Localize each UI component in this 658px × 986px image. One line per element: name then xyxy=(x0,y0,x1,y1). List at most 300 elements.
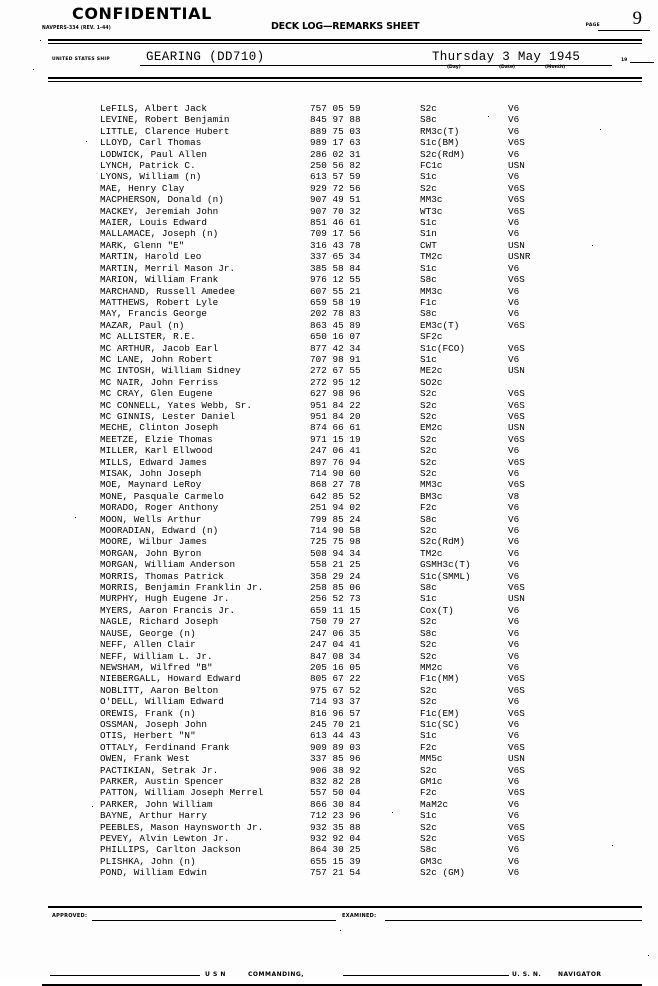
roster-classification: V6 xyxy=(508,810,520,822)
scan-speck xyxy=(92,806,93,807)
roster-service-number: 725 75 98 xyxy=(310,536,361,548)
roster-name: MC CONNELL, Yates Webb, Sr. xyxy=(100,399,252,411)
roster-name: BAYNE, Arthur Harry xyxy=(100,810,207,822)
roster-name: PEEBLES, Mason Haynsworth Jr. xyxy=(100,821,264,833)
roster-rate: FC1c xyxy=(420,160,443,172)
roster-name: NEFF, William L. Jr. xyxy=(100,650,213,662)
roster-row xyxy=(0,400,658,411)
roster-name: PATTON, William Joseph Merrel xyxy=(100,787,264,799)
roster-row xyxy=(0,593,658,604)
roster-classification: V6 xyxy=(508,867,520,879)
roster-row xyxy=(0,114,658,125)
roster-name: MORADO, Roger Anthony xyxy=(100,502,219,514)
roster-classification: V6 xyxy=(508,718,520,730)
roster-name: MONE, Pasquale Carmelo xyxy=(100,490,224,502)
roster-service-number: 613 44 43 xyxy=(310,730,361,742)
roster-service-number: 714 90 58 xyxy=(310,525,361,537)
roster-row xyxy=(0,297,658,308)
commanding-signature-line xyxy=(50,975,200,976)
roster-name: MOORE, Wilbur James xyxy=(100,536,207,548)
roster-name: NAUSE, George (n) xyxy=(100,627,196,639)
roster-row xyxy=(0,833,658,844)
roster-service-number: 989 17 63 xyxy=(310,137,361,149)
roster-name: MORGAN, William Anderson xyxy=(100,559,236,571)
roster-rate: S2c xyxy=(420,468,437,479)
roster-rate: MM2c xyxy=(420,661,443,673)
date-caption-day: (Day) xyxy=(447,65,461,70)
roster-rate: ME2c xyxy=(420,365,443,377)
page-number-rule xyxy=(598,30,650,31)
roster-row xyxy=(0,525,658,536)
roster-rate: CWT xyxy=(420,239,437,251)
header-rule-upper-hairline xyxy=(48,43,642,44)
roster-row xyxy=(0,377,658,388)
roster-classification: V6S xyxy=(508,787,525,799)
roster-rate: GM1c xyxy=(420,775,443,787)
roster-rate: S2c(RdM) xyxy=(420,148,466,160)
roster-row xyxy=(0,411,658,422)
roster-service-number: 247 04 41 xyxy=(310,639,361,651)
roster-service-number: 250 56 82 xyxy=(310,160,361,172)
roster-classification: V6S xyxy=(508,137,525,149)
roster-classification: V6 xyxy=(508,502,520,514)
scan-speck xyxy=(33,69,34,70)
roster-row xyxy=(0,628,658,639)
roster-service-number: 627 98 96 xyxy=(310,388,361,400)
roster-rate: S2c xyxy=(420,103,437,114)
roster-list xyxy=(0,103,658,879)
roster-rate: S8c xyxy=(420,114,437,126)
roster-row xyxy=(0,240,658,251)
roster-name: MOON, Wells Arthur xyxy=(100,513,202,525)
ship-name-rule xyxy=(140,65,432,66)
roster-row xyxy=(0,776,658,787)
roster-row xyxy=(0,685,658,696)
roster-name: MC GINNIS, Lester Daniel xyxy=(100,410,236,422)
roster-name: PLISHKA, John (n) xyxy=(100,855,196,867)
roster-rate: S2c xyxy=(420,833,437,844)
roster-row xyxy=(0,708,658,719)
roster-name: MARTIN, Harold Leo xyxy=(100,251,202,263)
roster-rate: GSMH3c(T) xyxy=(420,559,471,571)
roster-name: MC ARTHUR, Jacob Earl xyxy=(100,342,219,354)
roster-name: MACPHERSON, Donald (n) xyxy=(100,194,224,206)
roster-rate: S1c xyxy=(420,217,437,229)
navigator-signature-line xyxy=(343,975,509,976)
form-number: NAVPERS-334 (REV. 1-44) xyxy=(42,25,112,32)
roster-row xyxy=(0,445,658,456)
roster-name: LYONS, William (n) xyxy=(100,171,202,183)
roster-classification: V6S xyxy=(508,479,525,491)
roster-rate: S2c xyxy=(420,821,437,833)
roster-rate: SO2c xyxy=(420,376,443,388)
roster-classification: V6S xyxy=(508,433,525,445)
roster-service-number: 851 46 61 xyxy=(310,217,361,229)
roster-classification: V6S xyxy=(508,833,525,844)
roster-classification: USN xyxy=(508,593,525,605)
roster-service-number: 642 85 52 xyxy=(310,490,361,502)
roster-name: PARKER, John William xyxy=(100,798,213,810)
roster-row xyxy=(0,662,658,673)
roster-classification: V6 xyxy=(508,616,520,628)
roster-name: LeFILS, Albert Jack xyxy=(100,103,207,114)
scan-speck xyxy=(40,40,41,41)
roster-row xyxy=(0,354,658,365)
roster-name: LYNCH, Patrick C. xyxy=(100,160,196,172)
roster-name: MALLAMACE, Joseph (n) xyxy=(100,228,219,240)
roster-rate: RM3c(T) xyxy=(420,125,460,137)
roster-classification: V6 xyxy=(508,525,520,537)
roster-service-number: 707 98 91 xyxy=(310,353,361,365)
roster-row xyxy=(0,719,658,730)
roster-name: OREWIS, Frank (n) xyxy=(100,707,196,719)
roster-rate: F2c xyxy=(420,787,437,799)
roster-name: MOORADIAN, Edward (n) xyxy=(100,525,219,537)
roster-classification: V6 xyxy=(508,103,520,114)
roster-rate: S1c xyxy=(420,593,437,605)
roster-rate: S1c xyxy=(420,810,437,822)
roster-row xyxy=(0,160,658,171)
roster-service-number: 251 94 02 xyxy=(310,502,361,514)
roster-name: OTTALY, Ferdinand Frank xyxy=(100,741,230,753)
roster-service-number: 557 50 04 xyxy=(310,787,361,799)
roster-name: NAGLE, Richard Joseph xyxy=(100,616,219,628)
roster-rate: S2c xyxy=(420,616,437,628)
roster-row xyxy=(0,867,658,878)
roster-rate: S2c xyxy=(420,639,437,651)
roster-name: MC INTOSH, William Sidney xyxy=(100,365,241,377)
roster-name: POND, William Edwin xyxy=(100,867,207,879)
roster-row xyxy=(0,559,658,570)
roster-service-number: 929 72 56 xyxy=(310,182,361,194)
roster-classification: V6 xyxy=(508,114,520,126)
roster-rate: S2c xyxy=(420,764,437,776)
roster-rate: S1c xyxy=(420,171,437,183)
roster-service-number: 951 84 20 xyxy=(310,410,361,422)
scan-speck xyxy=(648,955,649,956)
roster-classification: V6 xyxy=(508,217,520,229)
roster-name: MEETZE, Elzie Thomas xyxy=(100,433,213,445)
roster-name: MACKEY, Jeremiah John xyxy=(100,205,219,217)
roster-row xyxy=(0,536,658,547)
approved-label: APPROVED: xyxy=(52,913,88,919)
roster-service-number: 907 49 51 xyxy=(310,194,361,206)
roster-classification: V6S xyxy=(508,205,525,217)
roster-name: OTIS, Herbert "N" xyxy=(100,730,196,742)
roster-row xyxy=(0,548,658,559)
roster-rate: S1c(SMML) xyxy=(420,570,471,582)
roster-rate: S8c xyxy=(420,844,437,856)
roster-service-number: 316 43 78 xyxy=(310,239,361,251)
roster-classification: V6S xyxy=(508,319,525,331)
roster-row xyxy=(0,673,658,684)
roster-service-number: 202 78 83 xyxy=(310,308,361,320)
roster-classification: V6S xyxy=(508,410,525,422)
scan-speck xyxy=(86,141,87,142)
roster-service-number: 951 84 22 xyxy=(310,399,361,411)
roster-rate: SF2c xyxy=(420,331,443,343)
roster-row xyxy=(0,217,658,228)
roster-rate: MM3c xyxy=(420,194,443,206)
date-value: Thursday 3 May 1945 xyxy=(432,50,581,64)
roster-row xyxy=(0,765,658,776)
roster-rate: S8c xyxy=(420,274,437,286)
page-label: PAGE xyxy=(585,23,600,28)
date-caption-month: (Month) xyxy=(545,65,566,70)
roster-rate: S1c xyxy=(420,730,437,742)
roster-classification: V6 xyxy=(508,570,520,582)
roster-row xyxy=(0,228,658,239)
roster-classification: V6S xyxy=(508,821,525,833)
roster-service-number: 247 06 35 xyxy=(310,627,361,639)
roster-service-number: 909 89 03 xyxy=(310,741,361,753)
roster-rate: S2c xyxy=(420,388,437,400)
roster-service-number: 714 90 60 xyxy=(310,468,361,479)
roster-rate: GM3c xyxy=(420,855,443,867)
roster-name: MARCHAND, Russell Amedee xyxy=(100,285,236,297)
roster-service-number: 907 70 32 xyxy=(310,205,361,217)
examined-signature-rule xyxy=(385,920,642,921)
roster-rate: BM3c xyxy=(420,490,443,502)
examined-label: EXAMINED: xyxy=(342,913,377,919)
roster-row xyxy=(0,605,658,616)
year-rule xyxy=(630,62,654,63)
roster-name: MAY, Francis George xyxy=(100,308,207,320)
roster-service-number: 712 23 96 xyxy=(310,810,361,822)
roster-rate: S1c(BM) xyxy=(420,137,460,149)
roster-classification: V6 xyxy=(508,125,520,137)
roster-classification: V6 xyxy=(508,308,520,320)
roster-row xyxy=(0,616,658,627)
scan-speck xyxy=(612,845,613,846)
roster-name: MOE, Maynard LeRoy xyxy=(100,479,202,491)
roster-row xyxy=(0,251,658,262)
ship-name-value: GEARING (DD710) xyxy=(146,50,265,64)
roster-row xyxy=(0,799,658,810)
roster-service-number: 845 97 88 xyxy=(310,114,361,126)
roster-service-number: 866 30 84 xyxy=(310,798,361,810)
roster-rate: S2c xyxy=(420,410,437,422)
roster-row xyxy=(0,787,658,798)
roster-classification: V6S xyxy=(508,399,525,411)
roster-service-number: 889 75 03 xyxy=(310,125,361,137)
scan-speck xyxy=(75,517,76,518)
roster-row xyxy=(0,582,658,593)
roster-name: OWEN, Frank West xyxy=(100,753,191,765)
roster-name: NIEBERGALL, Howard Edward xyxy=(100,673,241,685)
roster-row xyxy=(0,331,658,342)
roster-row xyxy=(0,514,658,525)
roster-row xyxy=(0,571,658,582)
roster-classification: V6 xyxy=(508,661,520,673)
roster-row xyxy=(0,171,658,182)
roster-service-number: 816 96 57 xyxy=(310,707,361,719)
roster-name: MAZAR, Paul (n) xyxy=(100,319,185,331)
roster-rate: F1c xyxy=(420,296,437,308)
roster-classification: V6 xyxy=(508,262,520,274)
roster-row xyxy=(0,479,658,490)
roster-row xyxy=(0,137,658,148)
roster-service-number: 864 30 25 xyxy=(310,844,361,856)
roster-classification: V6 xyxy=(508,775,520,787)
roster-service-number: 247 06 41 xyxy=(310,445,361,457)
roster-service-number: 874 66 61 xyxy=(310,422,361,434)
scan-speck xyxy=(488,116,489,117)
roster-rate: S8c xyxy=(420,513,437,525)
roster-row xyxy=(0,422,658,433)
roster-row xyxy=(0,320,658,331)
roster-service-number: 272 95 12 xyxy=(310,376,361,388)
roster-service-number: 337 65 34 xyxy=(310,251,361,263)
roster-row xyxy=(0,502,658,513)
roster-rate: MM5c xyxy=(420,753,443,765)
roster-row xyxy=(0,810,658,821)
scan-speck xyxy=(340,930,341,931)
roster-name: O'DELL, William Edward xyxy=(100,696,224,708)
roster-row xyxy=(0,844,658,855)
roster-name: MARK, Glenn "E" xyxy=(100,239,185,251)
roster-name: PACTIKIAN, Setrak Jr. xyxy=(100,764,219,776)
roster-service-number: 750 79 27 xyxy=(310,616,361,628)
roster-row xyxy=(0,822,658,833)
roster-rate: S1c(FCO) xyxy=(420,342,466,354)
roster-rate: S8c xyxy=(420,627,437,639)
roster-classification: V6 xyxy=(508,513,520,525)
roster-row xyxy=(0,730,658,741)
roster-classification: V6 xyxy=(508,445,520,457)
roster-classification: V6 xyxy=(508,639,520,651)
roster-row xyxy=(0,286,658,297)
roster-service-number: 272 67 55 xyxy=(310,365,361,377)
roster-rate: S2c(RdM) xyxy=(420,536,466,548)
roster-row xyxy=(0,651,658,662)
roster-classification: V6 xyxy=(508,855,520,867)
roster-rate: EM2c xyxy=(420,422,443,434)
roster-rate: MM3c xyxy=(420,479,443,491)
roster-name: LITTLE, Clarence Hubert xyxy=(100,125,230,137)
roster-rate: S1c xyxy=(420,262,437,274)
roster-row xyxy=(0,856,658,867)
roster-name: MORRIS, Benjamin Franklin Jr. xyxy=(100,582,264,594)
roster-service-number: 337 85 96 xyxy=(310,753,361,765)
roster-service-number: 877 42 34 xyxy=(310,342,361,354)
roster-row xyxy=(0,753,658,764)
roster-rate: S2c xyxy=(420,445,437,457)
commanding-service-label: U S N xyxy=(205,971,226,978)
date-caption-date: (Date) xyxy=(499,65,516,70)
roster-classification: V6 xyxy=(508,171,520,183)
roster-service-number: 558 21 25 xyxy=(310,559,361,571)
roster-name: PEVEY, Alvin Lewton Jr. xyxy=(100,833,230,844)
roster-service-number: 659 11 15 xyxy=(310,604,361,616)
roster-row xyxy=(0,696,658,707)
roster-service-number: 906 38 92 xyxy=(310,764,361,776)
roster-classification: V6 xyxy=(508,696,520,708)
roster-classification: V6S xyxy=(508,684,525,696)
roster-service-number: 358 29 24 xyxy=(310,570,361,582)
scan-speck xyxy=(392,812,393,813)
roster-rate: S2c xyxy=(420,433,437,445)
roster-name: MARTIN, Merril Mason Jr. xyxy=(100,262,236,274)
roster-classification: V6S xyxy=(508,456,525,468)
roster-classification: V6 xyxy=(508,604,520,616)
form-title: DECK LOG—REMARKS SHEET xyxy=(271,21,420,32)
roster-service-number: 714 93 37 xyxy=(310,696,361,708)
roster-name: MARION, William Frank xyxy=(100,274,219,286)
roster-rate: S2c xyxy=(420,182,437,194)
roster-rate: TM2c xyxy=(420,251,443,263)
commanding-title-label: COMMANDING, xyxy=(248,971,305,978)
roster-rate: F1c(MM) xyxy=(420,673,460,685)
roster-service-number: 932 35 88 xyxy=(310,821,361,833)
roster-service-number: 847 08 34 xyxy=(310,650,361,662)
roster-service-number: 659 58 19 xyxy=(310,296,361,308)
roster-classification: USNR xyxy=(508,251,531,263)
roster-classification: V6 xyxy=(508,650,520,662)
roster-rate: Cox(T) xyxy=(420,604,454,616)
roster-classification: V6 xyxy=(508,353,520,365)
roster-rate: F1c(EM) xyxy=(420,707,460,719)
roster-row xyxy=(0,183,658,194)
roster-service-number: 897 76 94 xyxy=(310,456,361,468)
roster-classification: V6 xyxy=(508,468,520,479)
roster-service-number: 245 70 21 xyxy=(310,718,361,730)
roster-rate: S2c xyxy=(420,456,437,468)
roster-rate: S2c (GM) xyxy=(420,867,466,879)
roster-rate: S8c xyxy=(420,582,437,594)
roster-rate: S2c xyxy=(420,696,437,708)
roster-name: MAIER, Louis Edward xyxy=(100,217,207,229)
roster-service-number: 757 21 54 xyxy=(310,867,361,879)
roster-name: MURPHY, Hugh Eugene Jr. xyxy=(100,593,230,605)
roster-service-number: 805 67 22 xyxy=(310,673,361,685)
page-number: 9 xyxy=(632,8,642,29)
roster-rate: MaM2c xyxy=(420,798,449,810)
roster-classification: USN xyxy=(508,422,525,434)
approved-signature-rule xyxy=(92,920,336,921)
roster-classification: V8 xyxy=(508,490,520,502)
roster-rate: S1c xyxy=(420,353,437,365)
roster-service-number: 655 15 39 xyxy=(310,855,361,867)
roster-name: MILLS, Edward James xyxy=(100,456,207,468)
roster-row xyxy=(0,343,658,354)
header-rule-lower xyxy=(48,77,642,79)
roster-row xyxy=(0,274,658,285)
roster-name: MILLER, Karl Ellwood xyxy=(100,445,213,457)
roster-name: MC CRAY, Glen Eugene xyxy=(100,388,213,400)
roster-name: MATTHEWS, Robert Lyle xyxy=(100,296,219,308)
roster-service-number: 832 82 28 xyxy=(310,775,361,787)
roster-service-number: 385 58 84 xyxy=(310,262,361,274)
roster-name: MC NAIR, John Ferriss xyxy=(100,376,219,388)
roster-row xyxy=(0,365,658,376)
roster-name: MORRIS, Thomas Patrick xyxy=(100,570,224,582)
roster-rate: S2c xyxy=(420,399,437,411)
roster-classification: V6S xyxy=(508,707,525,719)
header-rule-lower-hairline xyxy=(48,81,642,82)
roster-service-number: 650 16 07 xyxy=(310,331,361,343)
roster-classification: V6 xyxy=(508,296,520,308)
roster-row xyxy=(0,434,658,445)
roster-classification: V6S xyxy=(508,274,525,286)
roster-row xyxy=(0,194,658,205)
roster-row xyxy=(0,742,658,753)
roster-service-number: 258 85 06 xyxy=(310,582,361,594)
roster-service-number: 508 94 34 xyxy=(310,547,361,559)
roster-service-number: 256 52 73 xyxy=(310,593,361,605)
roster-classification: V6 xyxy=(508,844,520,856)
roster-rate: TM2c xyxy=(420,547,443,559)
